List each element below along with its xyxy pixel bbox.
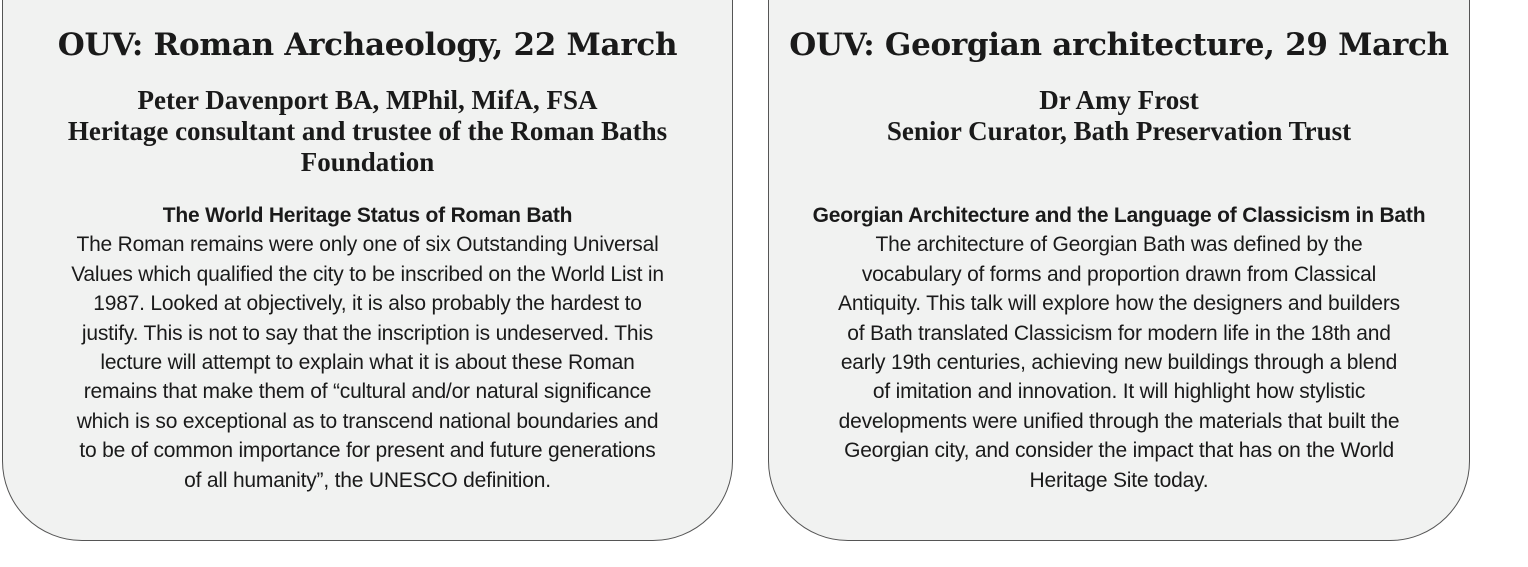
abstract-line: developments were unified through the materials that built the (838, 409, 1400, 433)
speaker-name: Dr Amy Frost (1039, 85, 1199, 115)
abstract-line: to be of common importance for present and future generations (79, 439, 656, 463)
abstract-line: The architecture of Georgian Bath was defined by the (875, 233, 1363, 257)
talk-title: The World Heritage Status of Roman Bath (162, 204, 573, 227)
abstract-line: justify. This is not to say that the inscription is undeserved. This (81, 321, 654, 345)
abstract-line: Georgian city, and consider the impact that has on the World (844, 439, 1394, 463)
event-card-roman-archaeology (2, 0, 733, 541)
speaker-block (769, 85, 1469, 147)
abstract-line: early 19th centuries, achieving new buildings through a blend (840, 351, 1398, 375)
abstract-line: The Roman remains were only one of six Outstanding Universal (76, 233, 659, 257)
abstract-line: of Bath translated Classicism for modern life in the 18th and (847, 321, 1391, 345)
event-title: OUV: Georgian architecture, 29 March (789, 27, 1449, 63)
talk-block (769, 201, 1469, 495)
speaker-role-line: Heritage consultant and trustee of the Roman Baths (67, 116, 668, 146)
abstract-line: which is so exceptional as to transcend national boundaries and (76, 409, 659, 433)
abstract-line: vocabulary of forms and proportion drawn from Classical (861, 262, 1377, 286)
abstract-line: remains that make them of “cultural and/or natural significance (83, 380, 652, 404)
talk-block (3, 201, 732, 495)
speaker-role-line: Senior Curator, Bath Preservation Trust (886, 116, 1352, 146)
speaker-block (3, 85, 732, 178)
talk-title: Georgian Architecture and the Language of Classicism in Bath (812, 204, 1426, 227)
event-title: OUV: Roman Archaeology, 22 March (57, 27, 678, 63)
abstract-line: 1987. Looked at objectively, it is also probably the hardest to (93, 292, 642, 316)
abstract-line: Antiquity. This talk will explore how the designers and builders (838, 292, 1400, 316)
abstract-line: Heritage Site today. (1029, 468, 1209, 492)
event-card-georgian-architecture (768, 0, 1470, 541)
speaker-name: Peter Davenport BA, MPhil, MifA, FSA (137, 85, 598, 115)
abstract-line: of imitation and innovation. It will highlight how stylistic (872, 380, 1366, 404)
abstract-line: of all humanity”, the UNESCO definition. (184, 468, 551, 492)
abstract-line: lecture will attempt to explain what it is about these Roman (100, 351, 635, 375)
abstract-line: Values which qualified the city to be inscribed on the World List in (71, 262, 664, 286)
speaker-role-line: Foundation (300, 147, 435, 177)
